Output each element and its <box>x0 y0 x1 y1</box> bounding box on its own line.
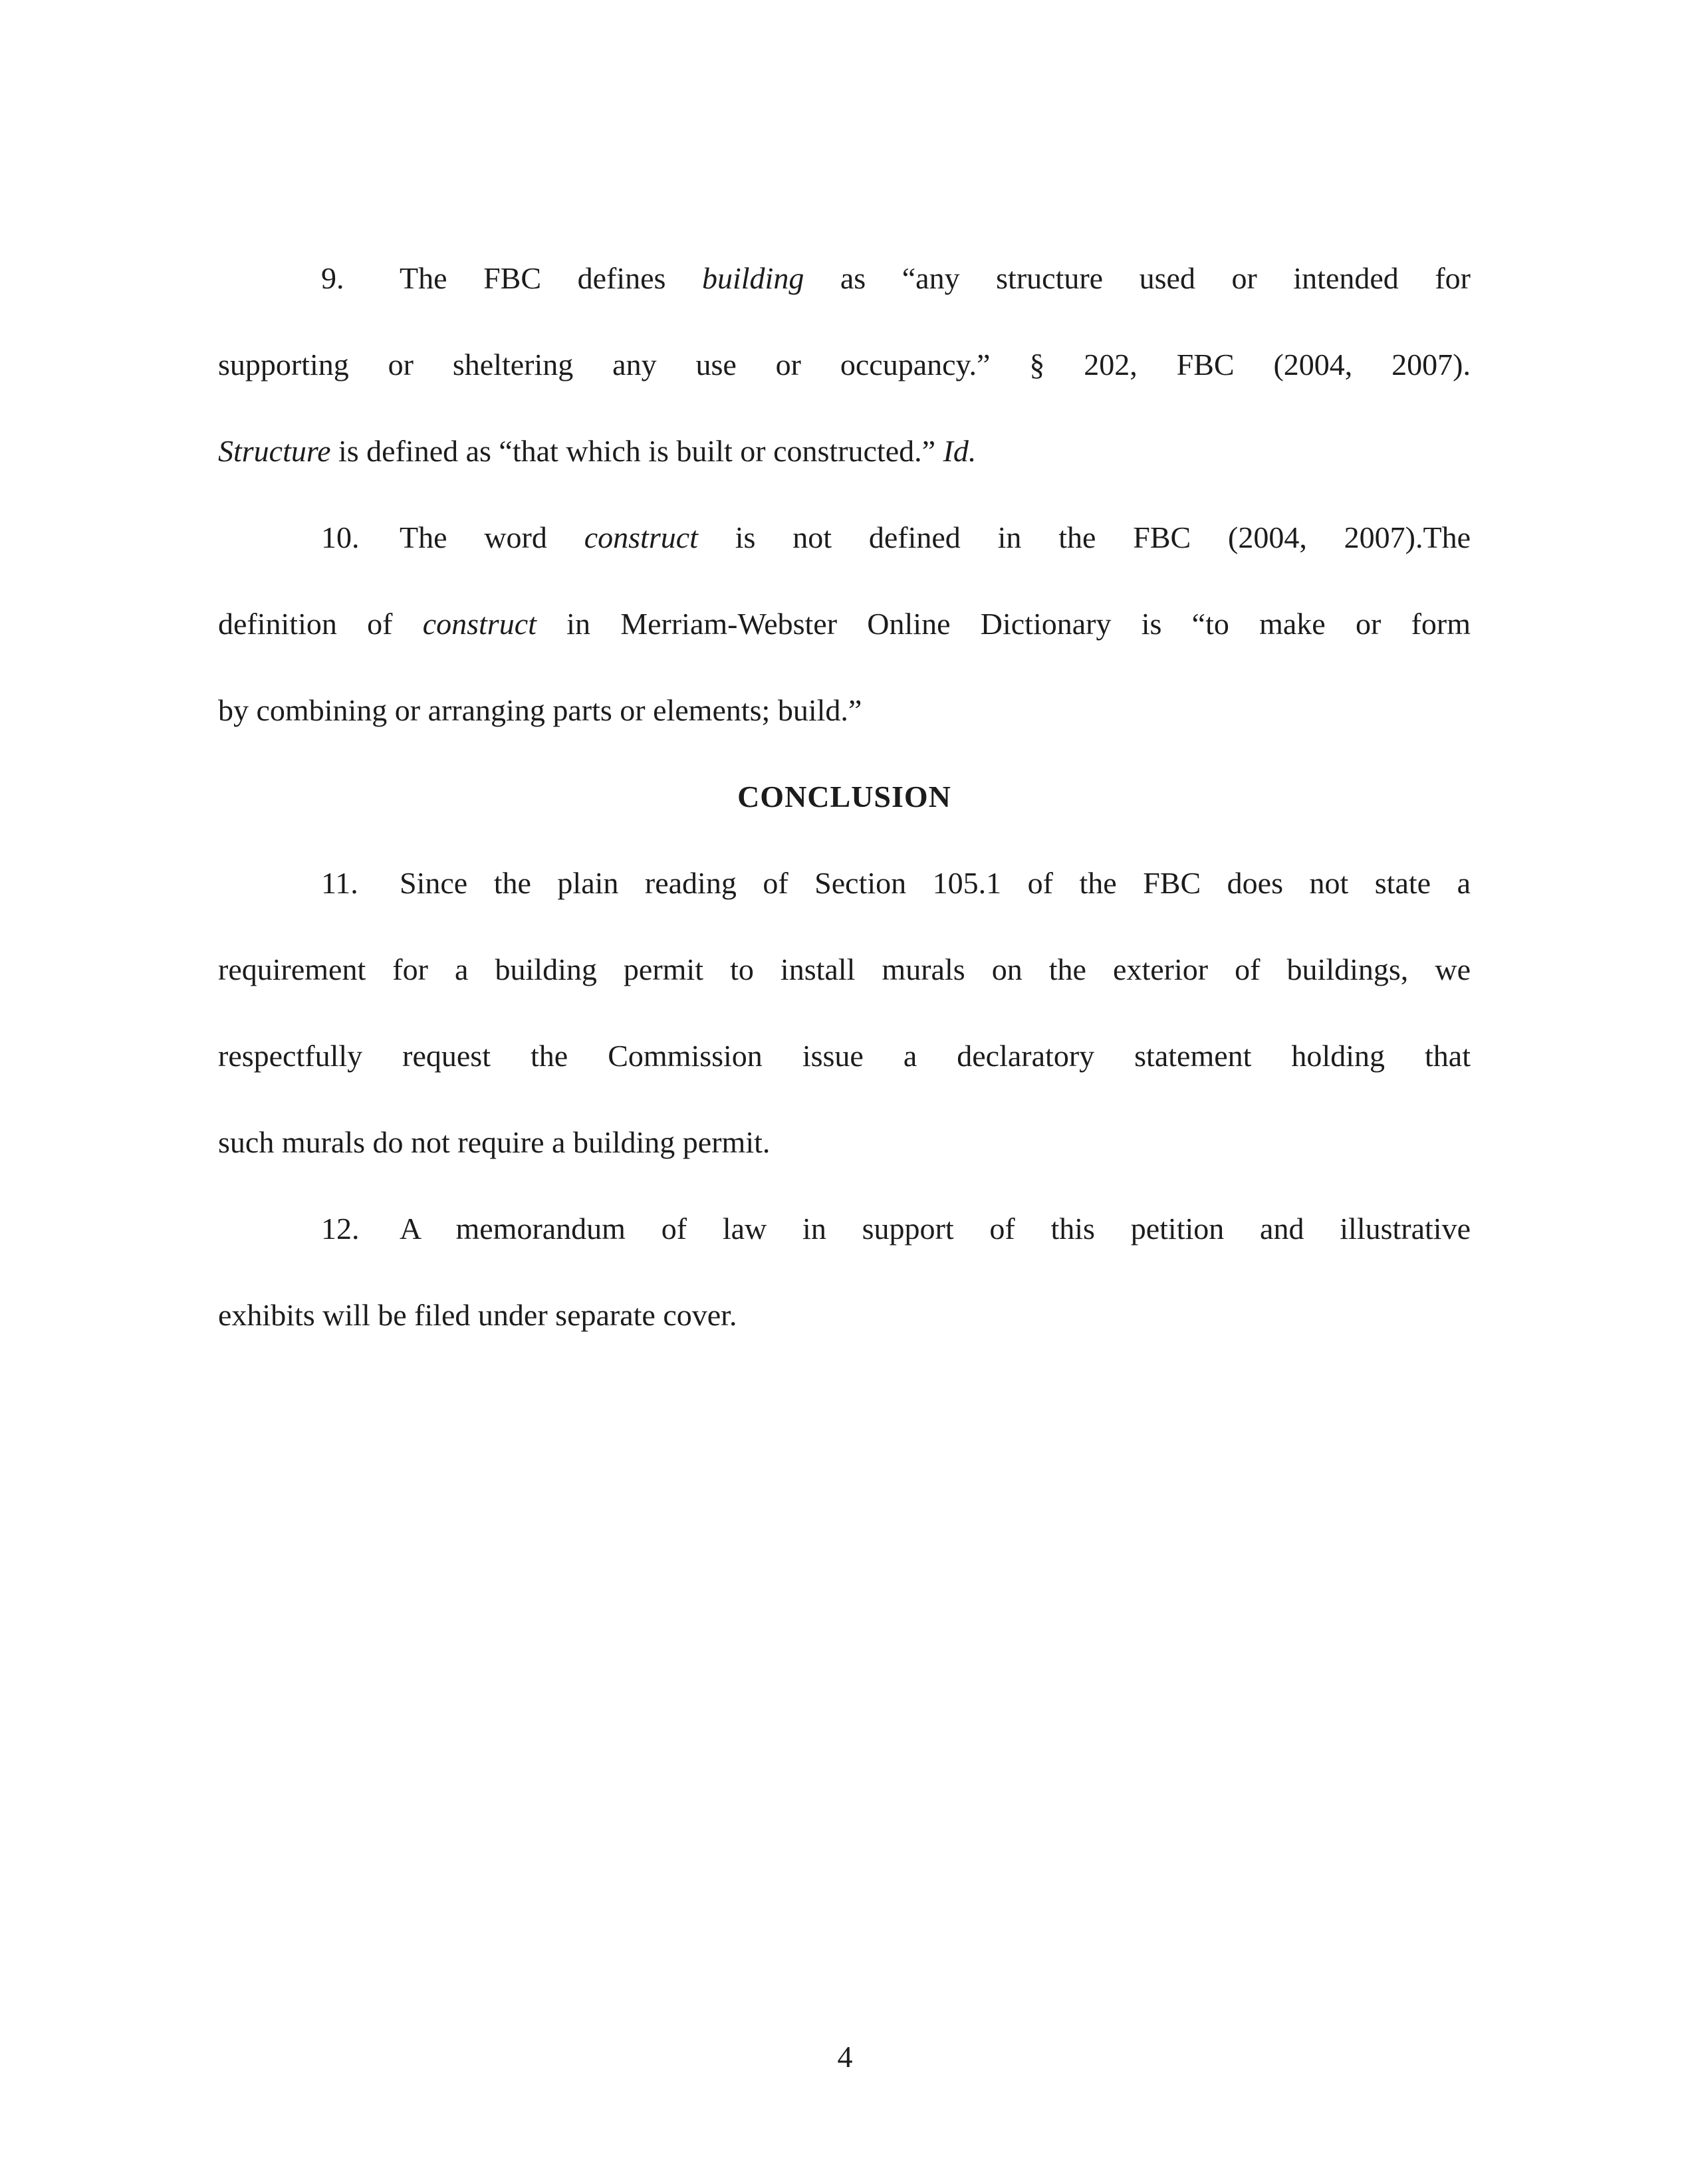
text-run: in Merriam-Webster Online Dictionary is “to make or form <box>536 607 1471 641</box>
text-run: Since the plain reading of Section 105.1 of the FBC does not state a <box>400 866 1471 900</box>
text-run: exhibits will be filed under separate cover. <box>218 1298 737 1332</box>
paragraph-number: 12. <box>321 1212 360 1246</box>
text-run: A memorandum of law in support of this petition and illustrative <box>400 1212 1471 1246</box>
text-line <box>218 927 1471 1013</box>
text-line <box>218 581 1471 667</box>
text-run-italic: construct <box>422 607 537 641</box>
text-run-italic: Structure <box>218 434 331 468</box>
paragraph-number: 9. <box>321 261 344 295</box>
text-run: The FBC defines <box>400 261 702 295</box>
conclusion-heading: CONCLUSION <box>737 780 951 814</box>
text-line <box>218 840 1471 927</box>
text-run-italic: construct <box>584 520 698 554</box>
text-run: definition of <box>218 607 423 641</box>
text-line <box>218 1272 1471 1359</box>
text-run: respectfully request the Commission issue a declaratory statement holding that <box>218 1039 1471 1073</box>
text-line <box>218 408 1471 494</box>
paragraph-11 <box>218 840 1471 1186</box>
paragraph-10 <box>218 494 1471 754</box>
text-line <box>218 494 1471 581</box>
text-run-italic: building <box>701 261 804 295</box>
text-run: requirement for a building permit to install murals on the exterior of buildings, we <box>218 952 1471 986</box>
text-run: supporting or sheltering any use or occupancy.” § 202, FBC (2004, 2007). <box>218 348 1471 382</box>
text-run: as “any structure used or intended for <box>804 261 1471 295</box>
paragraph-number: 11. <box>321 866 358 900</box>
text-run: The word <box>400 520 584 554</box>
paragraph-9 <box>218 235 1471 494</box>
document-body <box>218 235 1471 1359</box>
text-run: is not defined in the FBC (2004, 2007).The <box>697 520 1471 554</box>
paragraph-12 <box>218 1186 1471 1359</box>
text-run-italic: Id. <box>943 434 977 468</box>
paragraph-number: 10. <box>321 520 360 554</box>
page-number: 4 <box>837 2040 853 2074</box>
text-line <box>218 1013 1471 1099</box>
text-line <box>218 235 1471 322</box>
text-line <box>218 322 1471 408</box>
text-line <box>218 1099 1471 1186</box>
text-run: such murals do not require a building permit. <box>218 1125 771 1159</box>
text-line <box>218 1186 1471 1272</box>
text-run: is defined as “that which is built or constructed.” <box>330 434 943 468</box>
text-line <box>218 667 1471 754</box>
text-run: by combining or arranging parts or elements; build.” <box>218 693 862 727</box>
